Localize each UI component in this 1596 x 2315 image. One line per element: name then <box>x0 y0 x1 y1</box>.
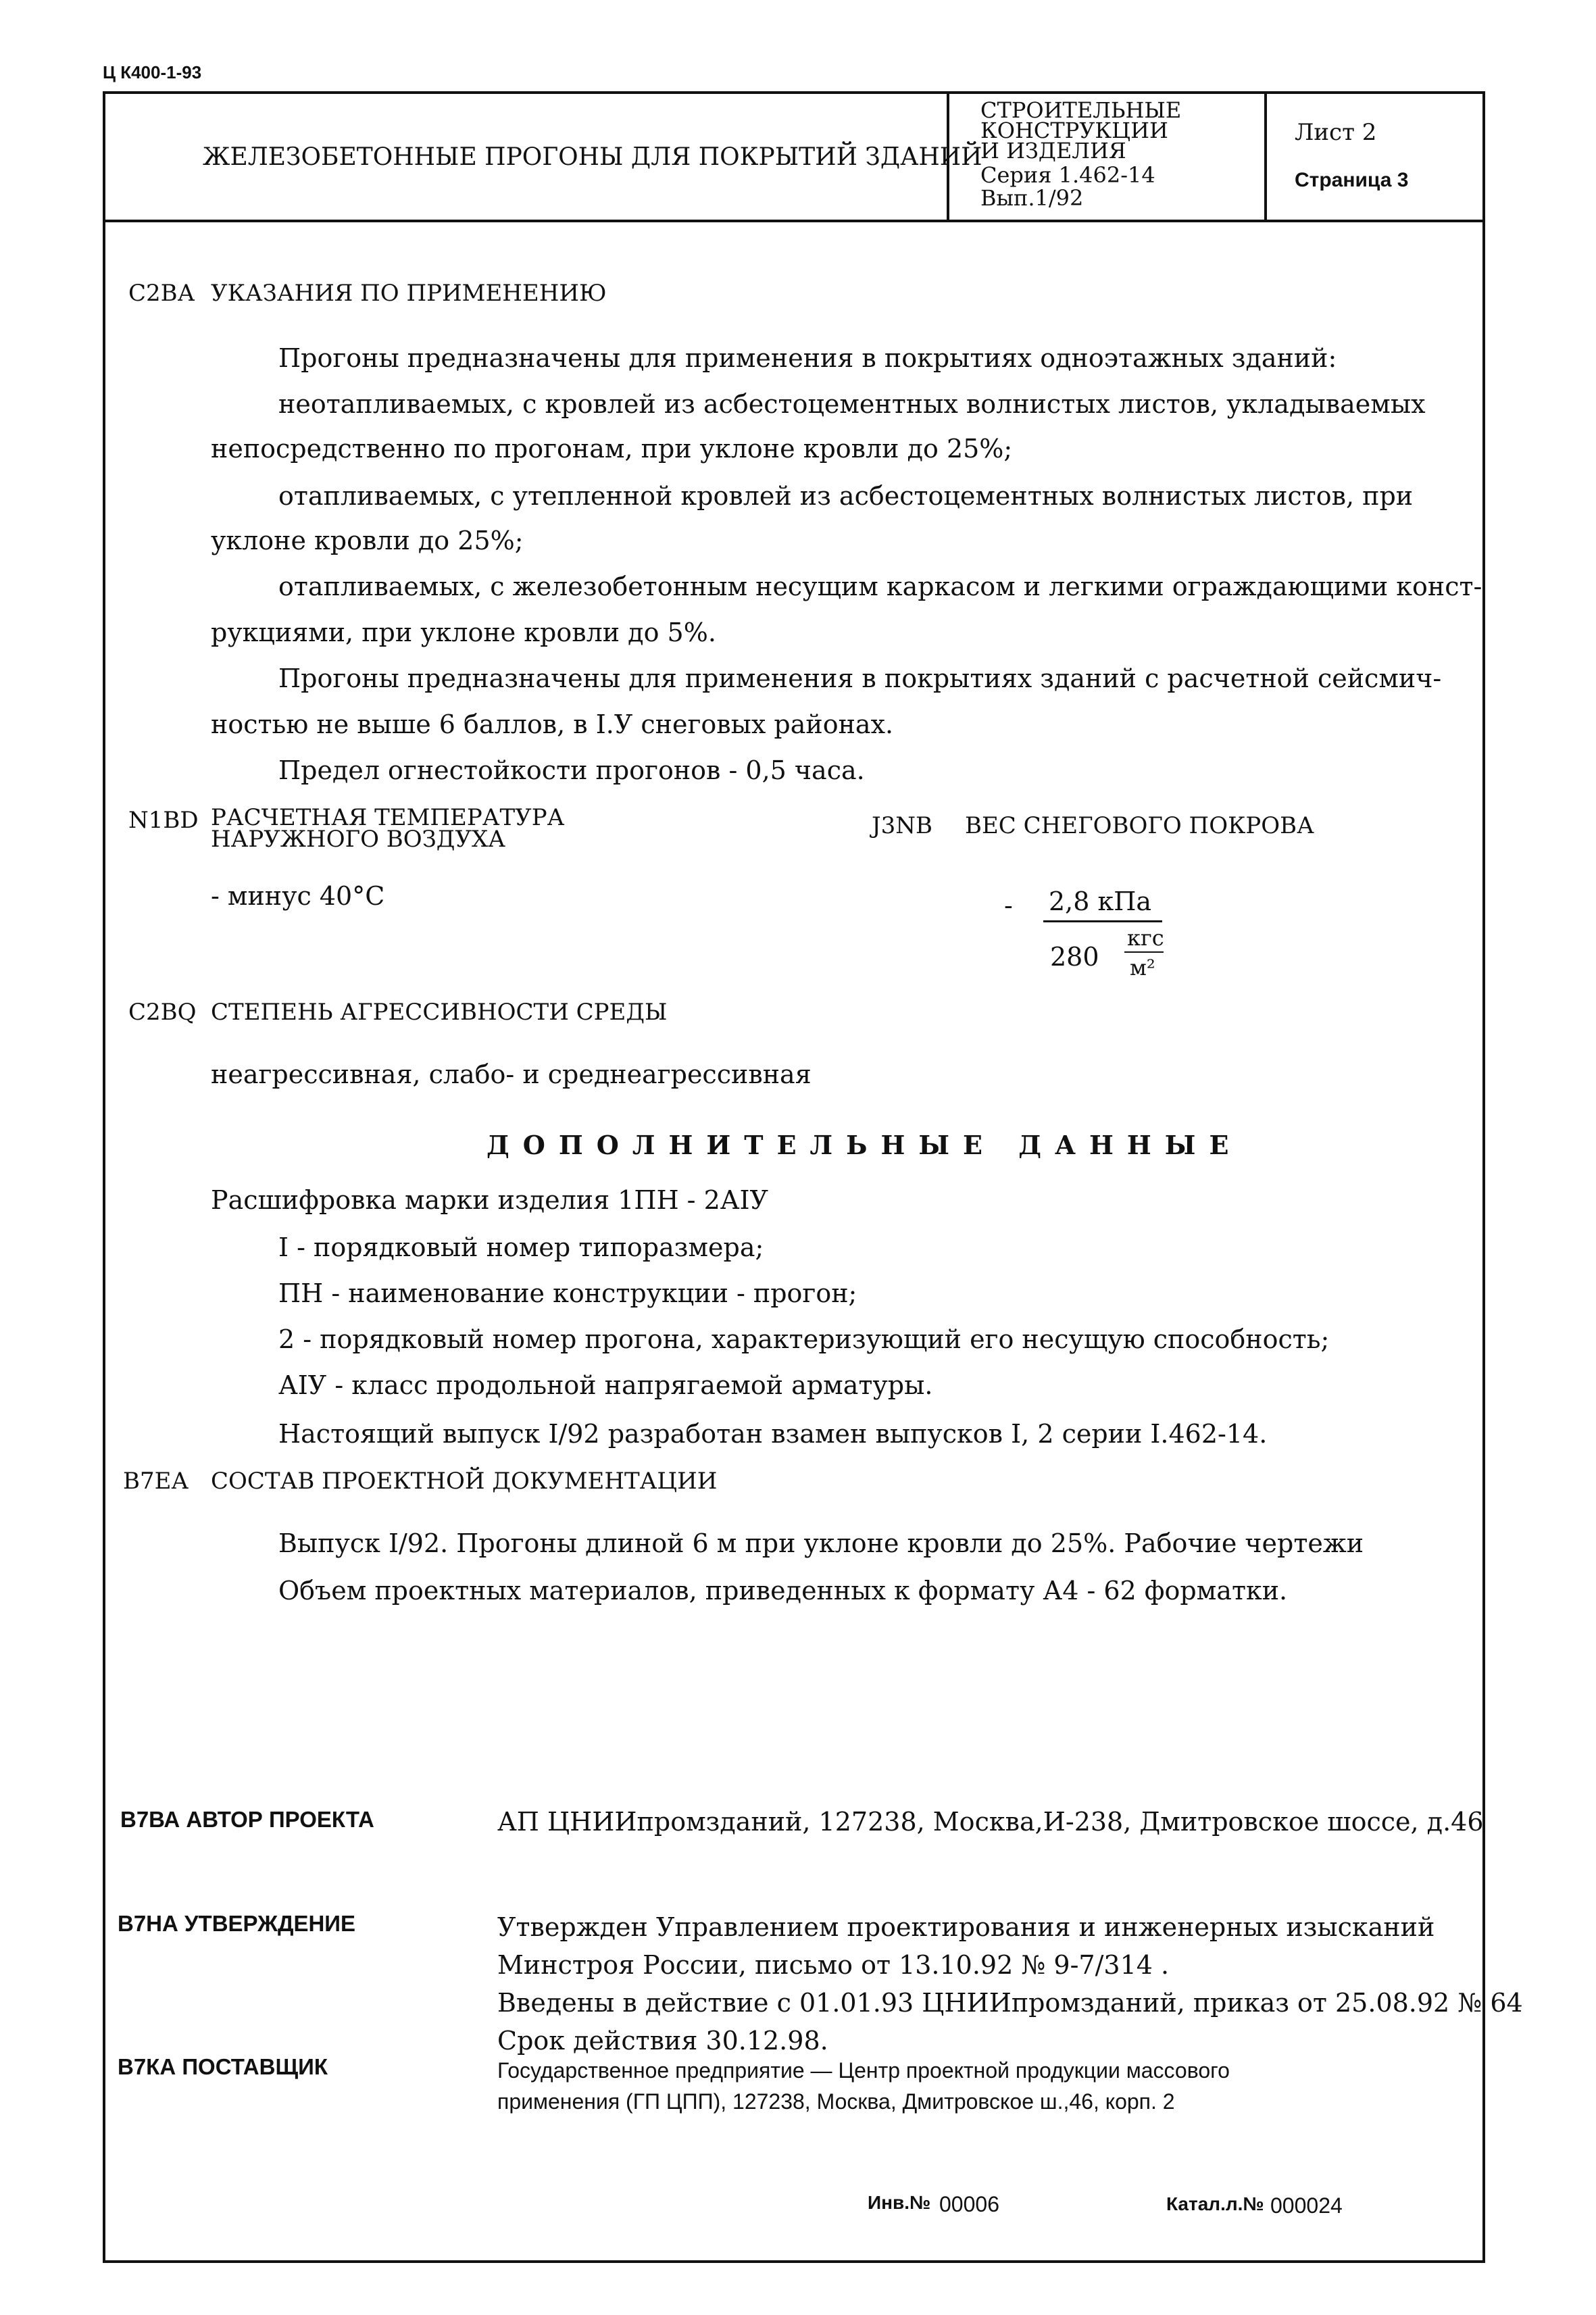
text-line: отапливаемых, с железобетонным несущим каркасом и легкими ограждающими конст- <box>278 572 1482 601</box>
additional-data-heading: ДОПОЛНИТЕЛЬНЫЕ ДАННЫЕ <box>487 1130 1243 1160</box>
temperature-value: - минус 40°С <box>211 881 385 911</box>
text-line: Предел огнестойкости прогонов - 0,5 часа. <box>278 755 865 785</box>
inventory-number: 00006 <box>939 2192 999 2216</box>
section-code: J3NB <box>872 812 932 839</box>
section-title: РАСЧЕТНАЯ ТЕМПЕРАТУРА <box>211 804 565 831</box>
approval-label: В7НА УТВЕРЖДЕНИЕ <box>118 1911 356 1936</box>
text-line: непосредственно по прогонам, при уклоне кровли до 25%; <box>211 434 1013 464</box>
text-line: уклоне кровли до 25%; <box>211 526 524 555</box>
inventory-label: Инв.№ <box>868 2192 931 2213</box>
section-code: С2ВА <box>128 280 195 307</box>
text-line: Прогоны предназначены для применения в покрытиях одноэтажных зданий: <box>278 343 1337 373</box>
series-line: СТРОИТЕЛЬНЫЕ <box>980 97 1182 123</box>
title-block-divider <box>103 220 1485 222</box>
snow-load-kgf-value: 280 <box>1050 942 1099 972</box>
snow-load-kpa: 2,8 кПа <box>1049 887 1152 916</box>
series-number: Серия 1.462-14 <box>980 162 1155 188</box>
unit-fraction-bar <box>1124 951 1164 953</box>
text-line: отапливаемых, с утепленной кровлей из асбестоцементных волнистых листов, при <box>278 481 1414 511</box>
supplier-label: В7КА ПОСТАВЩИК <box>118 2054 328 2079</box>
text-line: Государственное предприятие — Центр проектной продукции массового <box>497 2058 1230 2083</box>
text-line: Выпуск I/92. Прогоны длиной 6 м при уклоне кровли до 25%. Рабочие чертежи <box>278 1528 1364 1558</box>
text-line: Расшифровка марки изделия 1ПН - 2АIУ <box>211 1185 769 1215</box>
text-line: применения (ГП ЦПП), 127238, Москва, Дмитровское ш.,46, корп. 2 <box>497 2089 1175 2114</box>
document-code: Ц К400-1-93 <box>103 62 202 82</box>
text-line: неотапливаемых, с кровлей из асбестоцементных волнистых листов, укладываемых <box>278 389 1426 419</box>
catalog-number: 000024 <box>1270 2193 1343 2218</box>
text-line: Объем проектных материалов, приведенных к формату А4 - 62 форматки. <box>278 1576 1288 1605</box>
fraction-bar <box>1043 920 1162 922</box>
issue-number: Вып.1/92 <box>980 185 1084 211</box>
text-line: рукциями, при уклоне кровли до 5%. <box>211 618 716 647</box>
text-line: Утвержден Управлением проектирования и инженерных изысканий <box>497 1912 1435 1942</box>
text-line: ПН - наименование конструкции - прогон; <box>278 1278 857 1308</box>
section-code: С2ВQ <box>128 999 197 1026</box>
snow-load-unit-top: кгс <box>1127 925 1164 951</box>
text-line: АIУ - класс продольной напрягаемой арматуры. <box>278 1370 933 1400</box>
text-line: Срок действия 30.12.98. <box>497 2026 828 2056</box>
fraction-dash: - <box>1004 891 1013 920</box>
section-code: N1BD <box>128 807 199 834</box>
sheet-number: Лист 2 <box>1295 119 1377 146</box>
section-title: СТЕПЕНЬ АГРЕССИВНОСТИ СРЕДЫ <box>211 999 668 1026</box>
title-block-separator-2 <box>1264 91 1267 222</box>
text-line: Прогоны предназначены для применения в покрытиях зданий с расчетной сейсмич- <box>278 664 1442 693</box>
section-title-line-2: НАРУЖНОГО ВОЗДУХА <box>211 826 505 853</box>
text-line: Введены в действие с 01.01.93 ЦНИИпромзданий, приказ от 25.08.92 № 64 <box>497 1988 1523 2018</box>
text-line: I - порядковый номер типоразмера; <box>278 1233 764 1262</box>
text-line: Минстроя России, письмо от 13.10.92 № 9-7/314 . <box>497 1950 1170 1980</box>
section-title: ВЕС СНЕГОВОГО ПОКРОВА <box>965 812 1314 839</box>
section-title: УКАЗАНИЯ ПО ПРИМЕНЕНИЮ <box>211 280 607 307</box>
section-code: В7ЕА <box>123 1468 189 1495</box>
text-line: Настоящий выпуск I/92 разработан взамен выпусков I, 2 серии I.462-14. <box>278 1419 1268 1449</box>
page-title: ЖЕЛЕЗОБЕТОННЫЕ ПРОГОНЫ ДЛЯ ПОКРЫТИЙ ЗДАНИЙ <box>203 143 982 171</box>
snow-load-unit-bottom: м² <box>1130 955 1155 980</box>
text-line: 2 - порядковый номер прогона, характеризующий его несущую способность; <box>278 1324 1330 1354</box>
author-value: АП ЦНИИпромзданий, 127238, Москва,И-238, Дмитровское шоссе, д.46 <box>497 1807 1484 1837</box>
section-title: СОСТАВ ПРОЕКТНОЙ ДОКУМЕНТАЦИИ <box>211 1468 718 1495</box>
series-line: КОНСТРУКЦИИ <box>980 118 1168 143</box>
text-line: ностью не выше 6 баллов, в I.У снеговых районах. <box>211 710 894 739</box>
page-number: Страница 3 <box>1295 169 1409 191</box>
catalog-label: Катал.л.№ <box>1166 2193 1264 2214</box>
series-line: И ИЗДЕЛИЯ <box>980 138 1126 164</box>
author-label: В7ВА АВТОР ПРОЕКТА <box>120 1807 374 1832</box>
aggressiveness-value: неагрессивная, слабо- и среднеагрессивная <box>211 1060 812 1089</box>
